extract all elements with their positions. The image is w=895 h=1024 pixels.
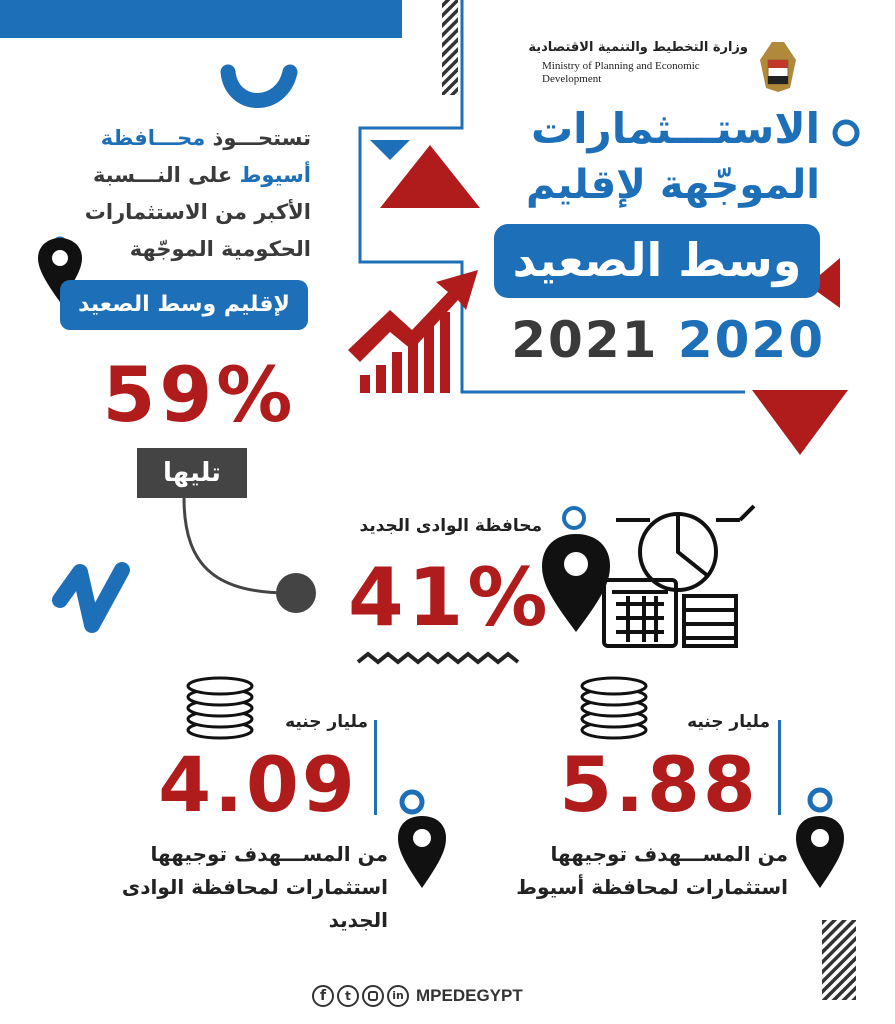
- assiut-share-value: 59: [102, 350, 217, 439]
- followed-by-connector: [184, 498, 290, 593]
- title-years: [505, 312, 825, 368]
- zigzag-underline: [358, 654, 518, 662]
- intro-line3: الأكبر من الاستثمارات: [84, 200, 311, 224]
- ministry-name-en-line1: Ministry of Planning and Economic: [542, 60, 700, 72]
- intro-line1-b: محـــافظة: [100, 126, 206, 150]
- hatch-stripe-bottom: [822, 920, 856, 1000]
- title-bullet-circle: [835, 122, 857, 144]
- connector-dot: [276, 573, 316, 613]
- intro-banner: لإقليم وسط الصعيد: [60, 280, 308, 330]
- new-valley-label: محافظة الوادى الجديد: [359, 516, 542, 536]
- assiut-desc-line1: من المســـهدف توجيهها: [550, 842, 788, 866]
- assiut-share: [92, 352, 307, 438]
- blue-down-triangle: [370, 140, 410, 160]
- separator-right: [778, 720, 781, 815]
- title-banner: وسط الصعيد: [494, 224, 820, 298]
- instagram-icon[interactable]: [362, 985, 384, 1007]
- egypt-eagle-emblem: [760, 42, 796, 92]
- coins-stack-icon-right: [582, 678, 646, 738]
- intro-line2-b: على النـــسبة: [92, 163, 233, 187]
- followed-by-badge: تليها: [137, 448, 247, 498]
- intro-line2-a: أسيوط: [232, 163, 311, 187]
- facebook-icon[interactable]: f: [312, 985, 334, 1007]
- footer-social: [312, 983, 523, 1009]
- valley-desc-line1: من المســـهدف توجيهها: [150, 842, 388, 866]
- valley-desc-line3: الجديد: [328, 908, 388, 932]
- finance-calculator-icon: [604, 506, 754, 646]
- assiut-amount: 5.88: [559, 740, 759, 829]
- linkedin-icon[interactable]: in: [387, 985, 409, 1007]
- hatch-stripe-top: [442, 0, 458, 95]
- intro-line4: الحكومية الموجّهة: [129, 237, 311, 261]
- coins-stack-icon-left: [188, 678, 252, 738]
- year-2021: 2021: [511, 311, 659, 369]
- intro-paragraph: [56, 120, 311, 268]
- ministry-name-en-line2: Development: [542, 73, 602, 85]
- intro-line1: [56, 120, 311, 157]
- new-valley-share-value: 41: [348, 551, 468, 644]
- separator-left: [374, 720, 377, 815]
- red-triangle-down: [752, 390, 848, 455]
- blue-zigzag: [60, 570, 122, 625]
- assiut-share-unit: %: [216, 350, 297, 439]
- location-pin-icon-assiut: [796, 790, 844, 888]
- assiut-unit-label: مليار جنيه: [687, 712, 770, 732]
- ministry-name-ar: وزارة التخطيط والتنمية الاقتصادية: [528, 40, 748, 55]
- ministry-name-en: [542, 60, 700, 86]
- assiut-description: [510, 838, 788, 904]
- blue-squiggle-top: [228, 72, 290, 101]
- intro-line2: [56, 157, 311, 194]
- title-line2: الموجّهة لإقليم: [525, 162, 820, 208]
- intro-line1-a: تستحـــوذ: [205, 126, 311, 150]
- new-valley-share-unit: %: [467, 551, 552, 644]
- new-valley-share: [348, 551, 552, 644]
- year-2020: 2020: [677, 311, 825, 369]
- location-pin-icon-new-valley: [542, 508, 610, 632]
- footer-handle[interactable]: MPEDEGYPT: [416, 986, 523, 1005]
- twitter-icon[interactable]: t: [337, 985, 359, 1007]
- assiut-desc-line2: استثمارات لمحافظة أسيوط: [516, 875, 788, 899]
- top-blue-bar: [0, 0, 402, 38]
- valley-desc-line2: استثمارات لمحافظة الوادى: [121, 875, 388, 899]
- title-line1: الاستـــثمارات: [530, 104, 820, 153]
- valley-unit-label: مليار جنيه: [285, 712, 368, 732]
- location-pin-icon-valley: [398, 792, 446, 888]
- valley-amount: 4.09: [158, 740, 358, 829]
- valley-description: [110, 838, 388, 937]
- rising-chart-icon: [348, 270, 478, 393]
